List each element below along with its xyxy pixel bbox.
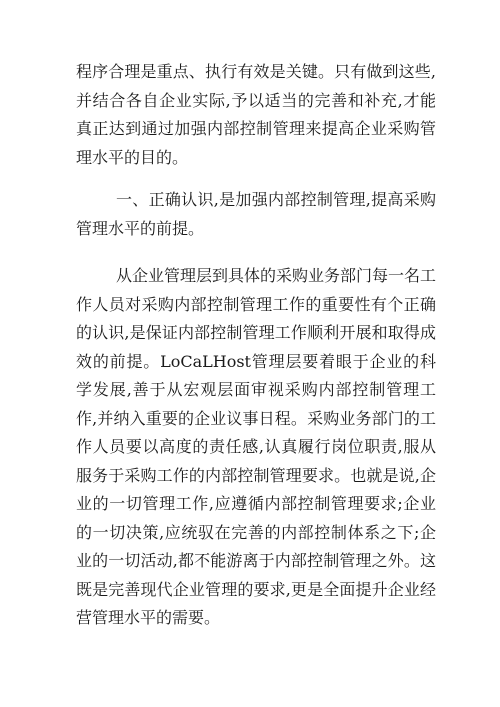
section-heading: 一、正确认识,是加强内部控制管理,提高采购管理水平的前提。 <box>76 190 436 238</box>
paragraph-intro: 程序合理是重点、执行有效是关键。只有做到这些,并结合各自企业实际,予以适当的完善和补充,才能真正达到通过加强内部控制管理来提高企业采购管理水平的目的。 <box>76 62 436 167</box>
paragraph-body: 从企业管理层到具体的采购业务部门每一名工作人员对采购内部控制管理工作的重要性有个正确的认识,是保证内部控制管理工作顺利开展和取得成效的前提。LoCaLHost管理层要着眼于企业的科学发展,善于从宏观层面审视采购内部控制管理工作,并纳入重要的企业议事日程。采购业务部门的工作人员要以高度的责任感,认真履行岗位职责,服从服务于采购工作的内部控制管理要求。也就是说,企业的一切管理工作,应遵循内部控制管理要求;企业的一切决策,应统驭在完善的内部控制体系之下;企业的一切活动,都不能游离于内部控制管理之外。这既是完善现代企业管理的要求,更是全面提升企业经营管理水平的需要。 <box>76 266 437 627</box>
